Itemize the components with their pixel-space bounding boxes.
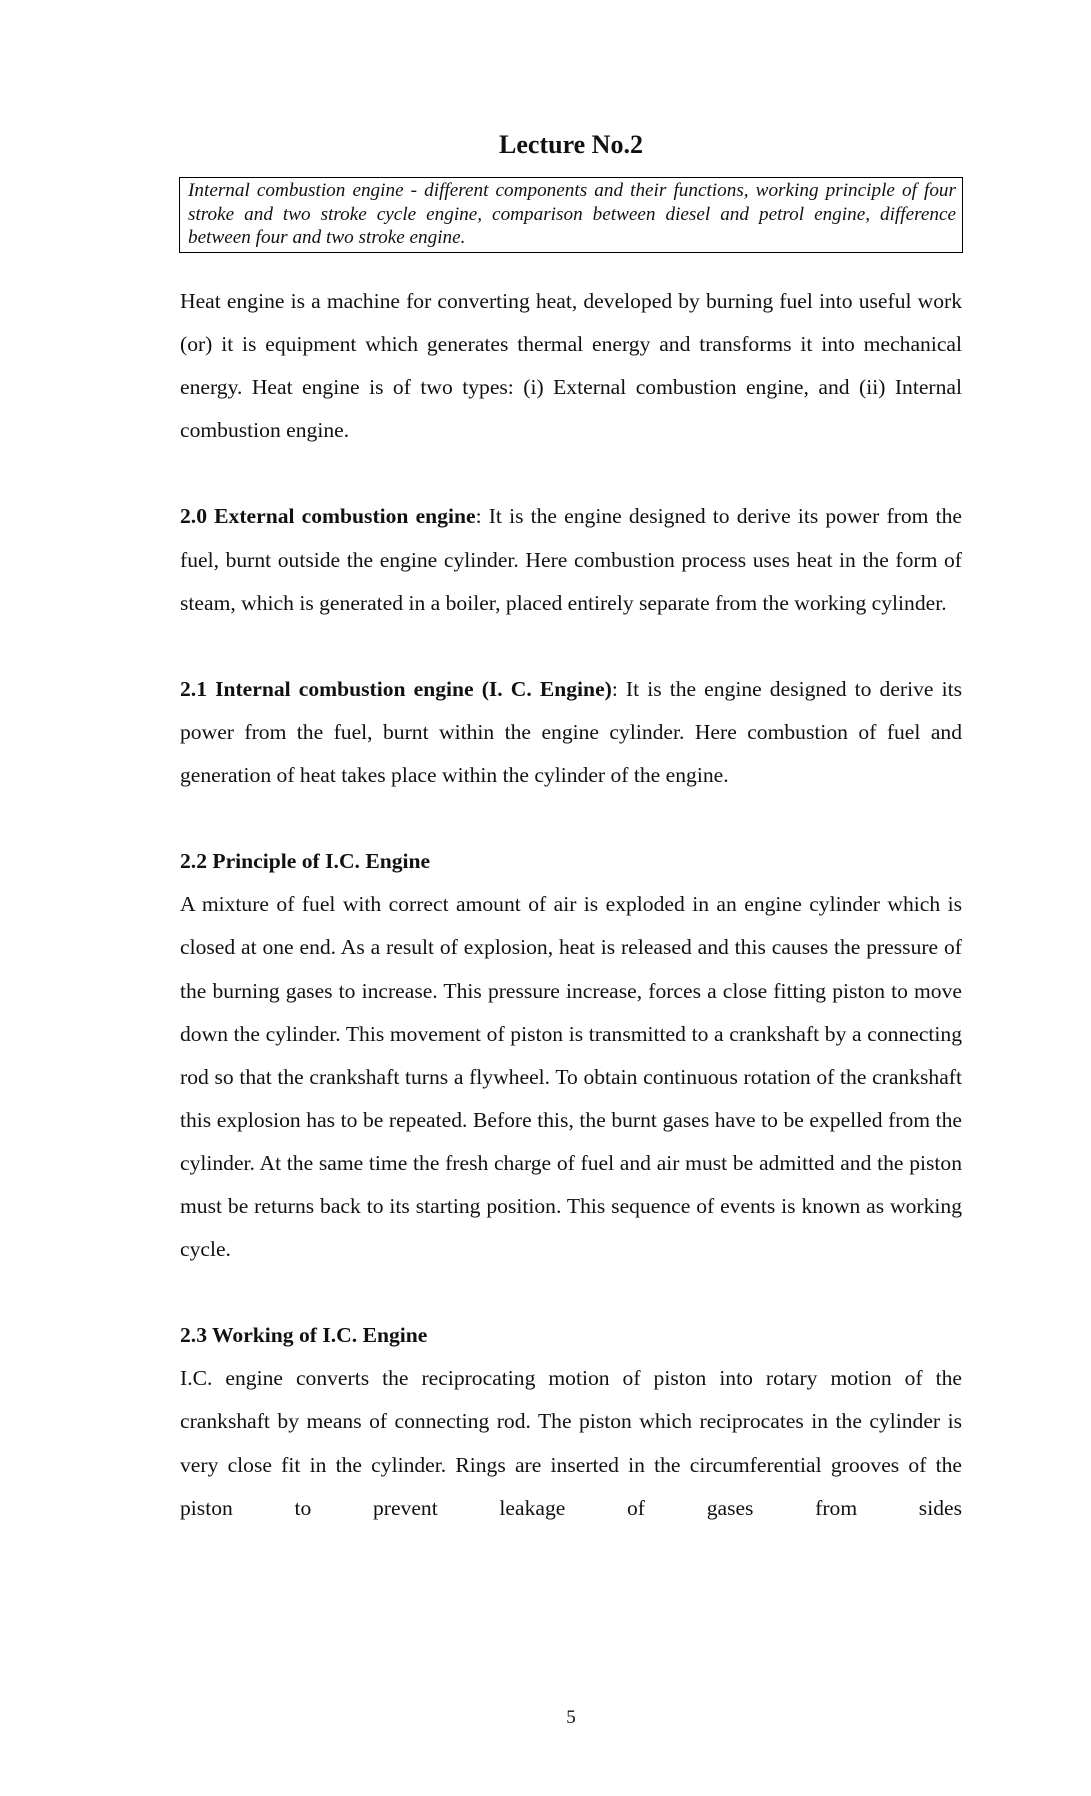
section-text: It is the engine designed to derive its power from the fuel, burnt outside the engine cylinder. Here combustion process uses heat in the form of steam, which is generated in a boiler, placed entirely separate from the working cylinder. <box>180 504 962 615</box>
heading-separator: : <box>475 504 482 529</box>
paragraph-gap <box>180 452 962 495</box>
section-internal-combustion <box>180 668 962 797</box>
paragraph-gap <box>180 1271 962 1314</box>
section-working-text: I.C. engine converts the reciprocating motion of piston into rotary motion of the crankshaft by means of connecting rod. The piston which reciprocates in the cylinder is very close fit in the cylinder. Rings are inserted in the circumferential grooves of the piston to prevent leakage of gases from sides <box>180 1366 962 1520</box>
paragraph-gap <box>180 625 962 668</box>
page-title: Lecture No.2 <box>499 130 643 159</box>
intro-paragraph: Heat engine is a machine for converting heat, developed by burning fuel into useful work (or) it is equipment which generates thermal energy and transforms it into mechanical energy. Heat engine is of two types: (i) External combustion engine, and (ii) Internal combustion engine. <box>180 289 962 443</box>
section-text: It is the engine designed to derive its power from the fuel, burnt within the engine cylinder. Here combustion of fuel and generation of heat takes place within the cylinder of the engine. <box>180 676 962 788</box>
lecture-summary-box: Internal combustion engine - different components and their functions, working principle of four stroke and two stroke cycle engine, comparison between diesel and petrol engine, difference between four and two stroke engine. <box>179 177 963 253</box>
section-external-combustion <box>180 495 962 624</box>
section-principle-text: A mixture of fuel with correct amount of air is exploded in an engine cylinder which is closed at one end. As a result of explosion, heat is released and this causes the pressure of the burning gases to increase. This pressure increase, forces a close fitting piston to move down the cylinder. This movement of piston is transmitted to a crankshaft by a connecting rod so that the crankshaft turns a flywheel. To obtain continuous rotation of the crankshaft this explosion has to be repeated. Before this, the burnt gases have to be expelled from the cylinder. At the same time the fresh charge of fuel and air must be admitted and the piston must be returns back to its starting position. This sequence of events is known as working cycle. <box>180 892 962 1262</box>
heading-separator: : <box>611 676 618 701</box>
section-heading-principle: 2.2 Principle of I.C. Engine <box>180 849 431 874</box>
document-body <box>180 280 962 1530</box>
section-heading-inline: 2.1 Internal combustion engine (I. C. Engine) <box>180 676 612 701</box>
section-heading-working: 2.3 Working of I.C. Engine <box>180 1323 428 1348</box>
section-heading-inline: 2.0 External combustion engine <box>180 504 476 529</box>
paragraph-gap <box>180 797 962 840</box>
page-number: 5 <box>566 1707 576 1728</box>
